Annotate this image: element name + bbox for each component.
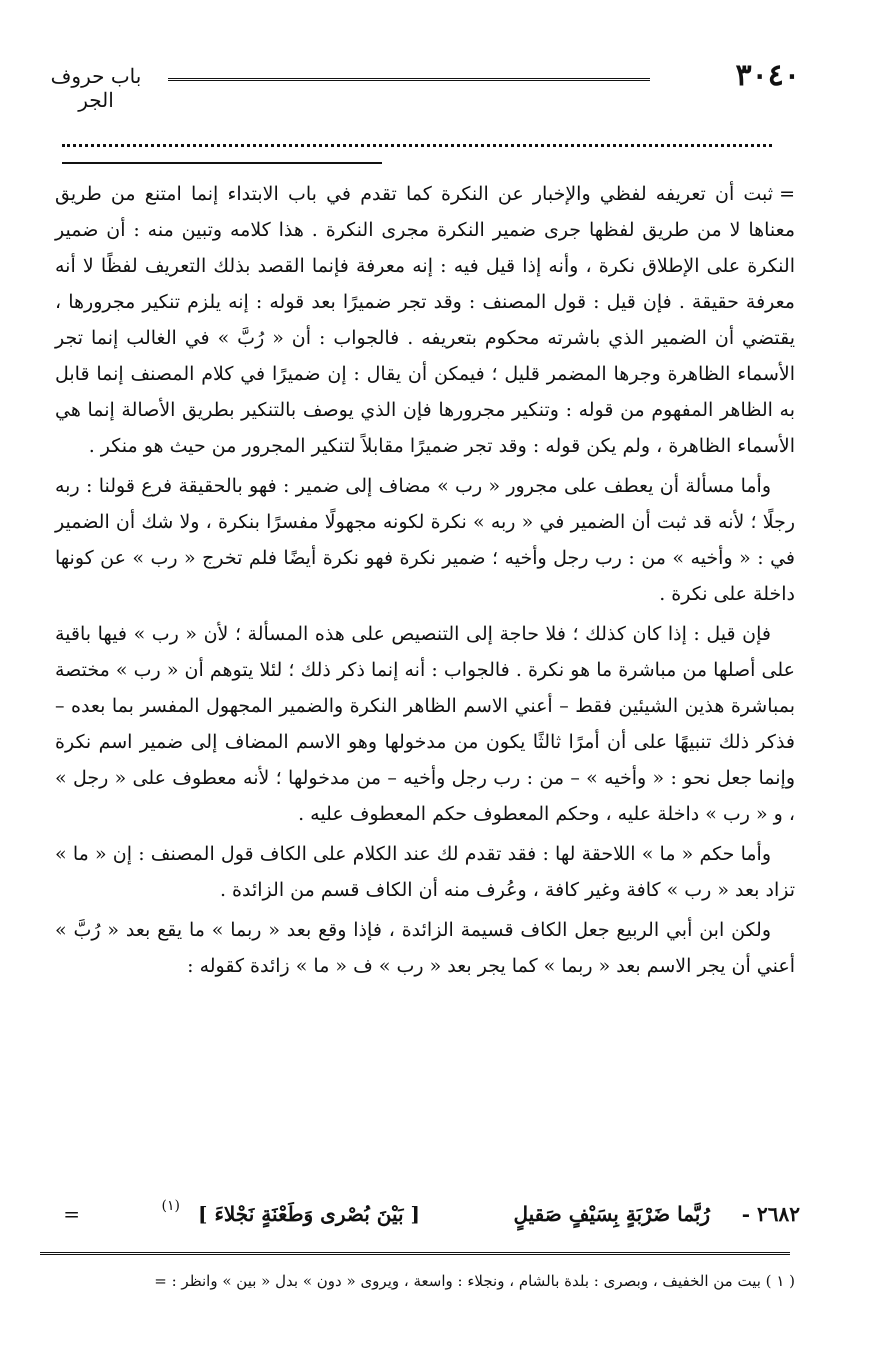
verse-line xyxy=(40,1198,800,1242)
dotted-rule xyxy=(62,144,772,147)
continuation-separator xyxy=(62,144,772,166)
paragraph: وأما حكم « ما » اللاحقة لها : فقد تقدم لك عند الكلام على الكاف قول المصنف : إن « ما » تزاد بعد « رب » كافة وغير كافة ، وعُرف منه أن الكاف قسم من الزائدة . xyxy=(55,843,795,901)
body-text xyxy=(55,176,795,988)
verse-trailing-mark: = xyxy=(63,1202,80,1226)
footnote-text: ( ١ ) بيت من الخفيف ، وبصرى : بلدة بالشام ، ونجلاء : واسعة ، ويروى « دون » بدل « بين » وانظر : xyxy=(171,1272,795,1290)
verse-second-half: [ بَيْنَ بُصْرى وَطَعْنَةٍ نَجْلاءَ ] xyxy=(198,1202,420,1226)
page-number: ٣٠٤٠ xyxy=(735,58,800,93)
continuation-mark: = xyxy=(779,183,795,205)
footnote xyxy=(30,1268,795,1294)
paragraph: ولكن ابن أبي الربيع جعل الكاف قسيمة الزائدة ، فإذا وقع بعد « ربما » ما يقع بعد « رُبَّ » أعني أن يجر الاسم بعد « ربما » كما يجر بعد « رب » ف « ما » زائدة كقوله : xyxy=(55,919,795,977)
verse-number: ٢٦٨٢ - xyxy=(741,1202,800,1226)
paragraph-text: ثبت أن تعريفه لفظي والإخبار عن النكرة كما تقدم في باب الابتداء إنما امتنع من طريق معناها لا من طريق لفظها جرى ضمير النكرة مجرى النكرة . هذا كلامه وتبين منه : أن ضمير النكرة على الإطلاق نكرة ، وأنه إذا قيل فيه : إنه معرفة فإنما القصد بذلك التعريف لفظًا لا أنه معرفة حقيقة . فإن قيل : قول المصنف : وقد تجر ضميرًا بعد قوله : إنه يلزم تنكير مجرورها ، يقتضي أن الضمير الذي باشرته محكوم بتعريفه . فالجواب : أن « رُبَّ » في الغالب إنما تجر الأسماء الظاهرة وجرها المضمر قليل ؛ فيمكن أن يقال : إن ضميرًا في كلام المصنف إنما قابل به الظاهر المفهوم من قوله : وتنكير مجرورها فإن الذي يوصف بالتنكير بطريق الأصالة إنما هي الأسماء الظاهرة ، ولم يكن قوله : وقد تجر ضميرًا مقابلاً لتنكير المجرور من حيث هو منكر . xyxy=(55,183,795,457)
verse-first-half: رُبَّما ضَرْبَةٍ بِسَيْفٍ صَقيلٍ xyxy=(513,1202,710,1226)
solid-rule xyxy=(62,162,382,164)
paragraph: فإن قيل : إذا كان كذلك ؛ فلا حاجة إلى التنصيص على هذه المسألة ؛ لأن « رب » فيها باقية على أصلها من مباشرة ما هو نكرة . فالجواب : أنه إنما ذكر ذلك ؛ لئلا يتوهم أن « رب » مختصة بمباشرة هذين الشيئين فقط – أعني الاسم الظاهر النكرة والضمير المجهول المفسر بما بعده – فذكر ذلك تنبيهًا على أن أمرًا ثالثًا يكون من مدخولها وهو الاسم المضاف إلى ضمير اسم نكرة وإنما جعل نحو : « وأخيه » – من : رب رجل وأخيه – من مدخولها ؛ لأنه معطوف على « رجل » ، و « رب » داخلة عليه ، وحكم المعطوف حكم المعطوف عليه . xyxy=(55,623,795,825)
paragraph xyxy=(55,176,795,464)
footnote-trailing-mark: = xyxy=(154,1272,167,1290)
paragraph: وأما مسألة أن يعطف على مجرور « رب » مضاف إلى ضمير : فهو بالحقيقة فرع قولنا : ربه رجلًا ؛ لأنه قد ثبت أن الضمير في « ربه » نكرة لكونه مجهولًا مفسرًا بنكرة ، ولا شك أن الضمير في : « وأخيه » من : رب رجل وأخيه ؛ ضمير نكرة فهو نكرة أيضًا فلم تخرج « رب » عن كونها داخلة على نكرة . xyxy=(55,475,795,605)
footnote-rule xyxy=(40,1252,790,1259)
footnote-reference: (١) xyxy=(161,1198,180,1214)
chapter-title: باب حروف الجر xyxy=(50,64,142,112)
running-header xyxy=(30,58,800,112)
header-rule xyxy=(168,78,650,85)
